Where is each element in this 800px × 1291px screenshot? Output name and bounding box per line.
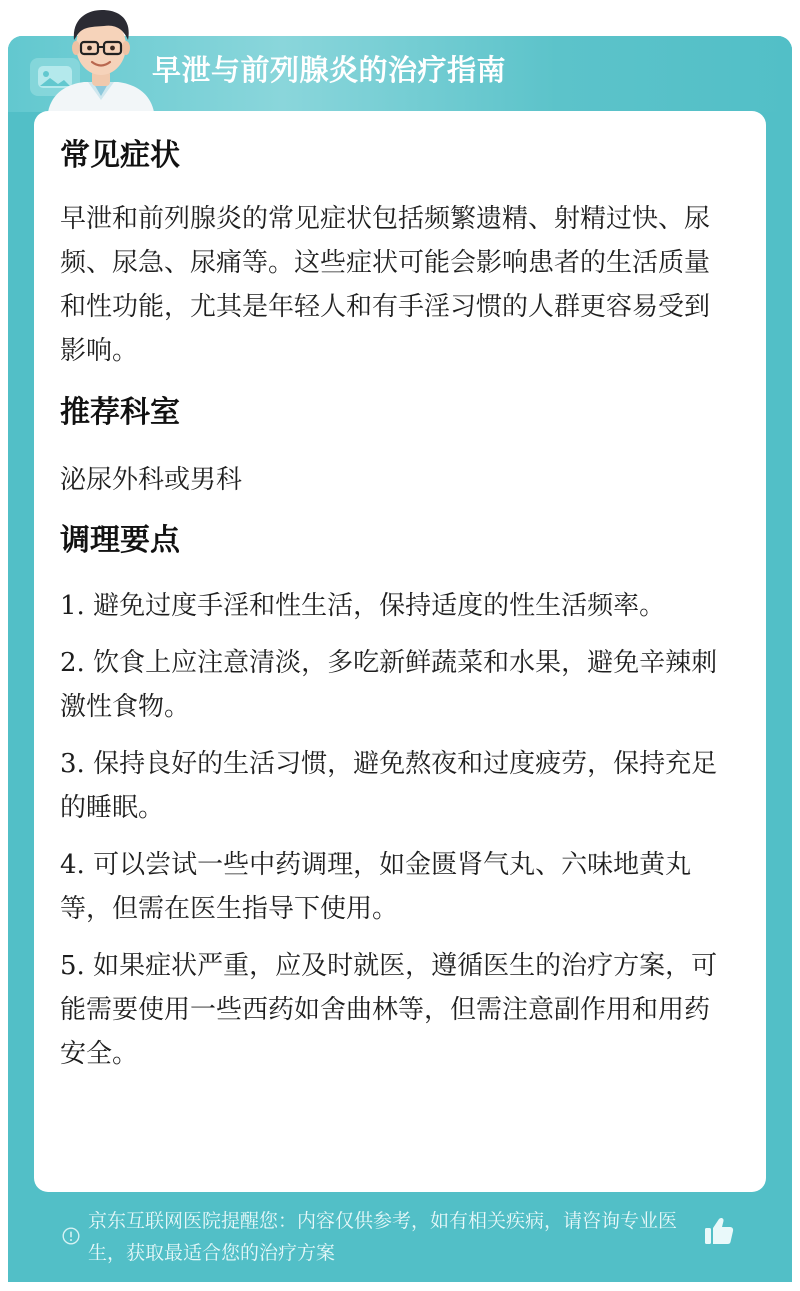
list-item-number: 2. [60,648,85,678]
page-title: 早泄与前列腺炎的治疗指南 [152,53,507,87]
section-title-symptoms: 常见症状 [60,138,180,173]
list-item-number: 5. [60,951,85,981]
list-item-text: 饮食上应注意清淡，多吃新鲜蔬菜和水果，避免辛辣刺激性食物。 [60,648,718,722]
list-item-text: 保持良好的生活习惯，避免熬夜和过度疲劳，保持充足的睡眠。 [60,749,718,823]
department-text: 泌尿外科或男科 [60,465,243,495]
doctor-avatar-icon [44,4,158,112]
list-item-number: 3. [60,749,85,779]
footer-notice: 京东互联网医院提醒您：内容仅供参考，如有相关疾病，请咨询专业医生，获取最适合您的治疗方案 [88,1210,678,1264]
info-icon [62,1227,80,1245]
list-item [60,641,725,729]
list-item-number: 1. [60,591,85,621]
section-title-department: 推荐科室 [60,395,180,430]
list-item-text: 如果症状严重，应及时就医，遵循医生的治疗方案，可能需要使用一些西药如舍曲林等，但需注意副作用和用药安全。 [60,951,718,1069]
list-item [60,742,725,830]
symptoms-text: 早泄和前列腺炎的常见症状包括频繁遗精、射精过快、尿频、尿急、尿痛等。这些症状可能会影响患者的生活质量和性功能，尤其是年轻人和有手淫习惯的人群更容易受到影响。 [60,204,711,366]
list-item-number: 4. [60,850,85,880]
thumbs-up-icon[interactable] [702,1214,736,1248]
list-item [60,944,725,1076]
section-title-care: 调理要点 [60,523,180,558]
list-item [60,843,725,931]
content-body [60,128,725,1089]
list-item-text: 避免过度手淫和性生活，保持适度的性生活频率。 [93,591,666,621]
list-item-text: 可以尝试一些中药调理，如金匮肾气丸、六味地黄丸等，但需在医生指导下使用。 [60,850,692,924]
list-item [60,584,725,628]
